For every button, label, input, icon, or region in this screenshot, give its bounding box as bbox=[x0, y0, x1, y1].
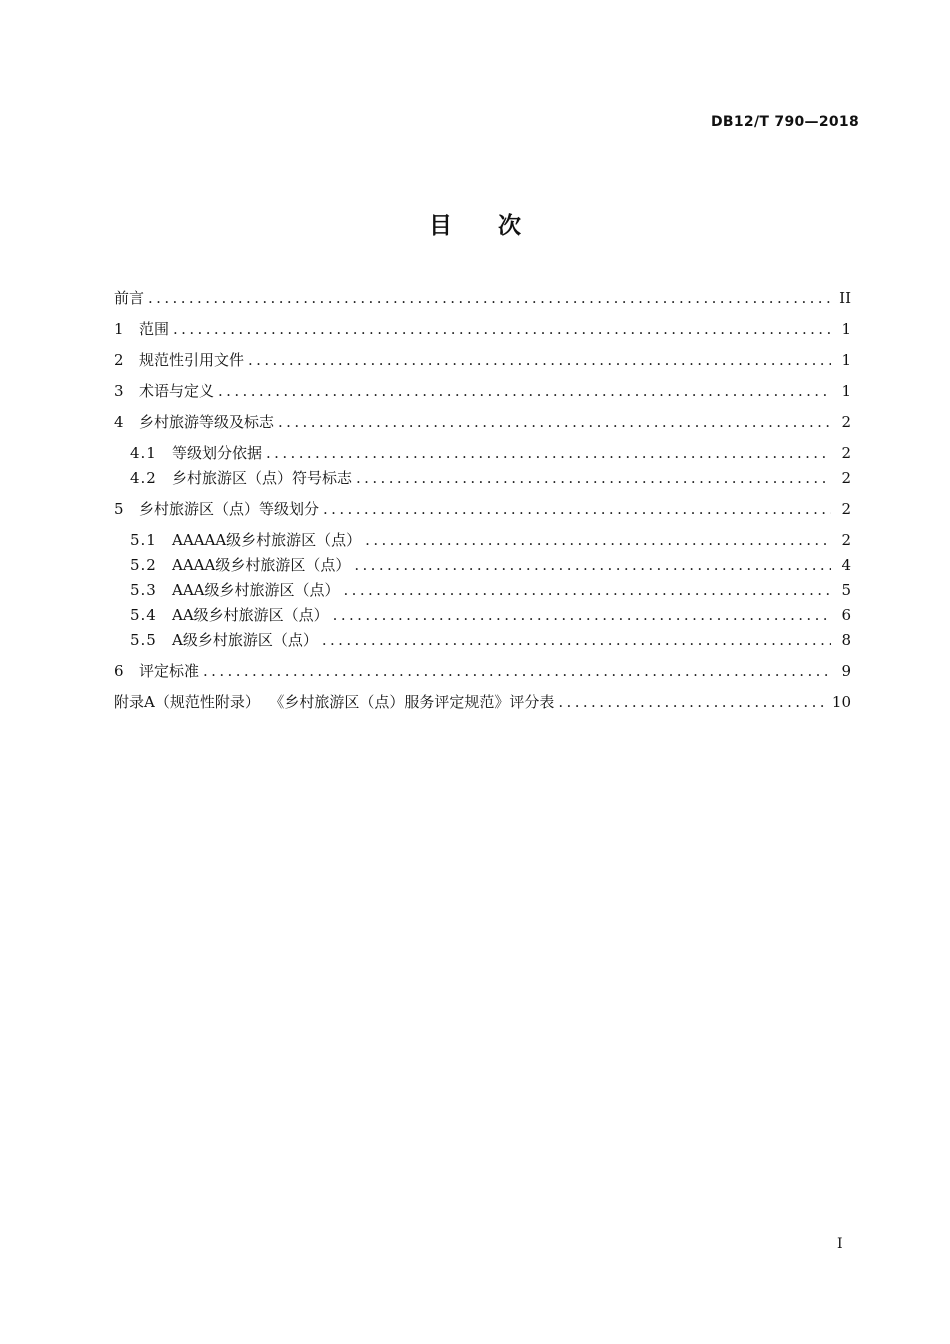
toc-entry-label: AA级乡村旅游区（点） bbox=[172, 606, 329, 624]
toc-entry-page: 10 bbox=[831, 693, 851, 711]
toc-leader-dots bbox=[218, 380, 831, 402]
toc-entry-page: 2 bbox=[841, 500, 851, 518]
toc-entry-number: 2 bbox=[114, 351, 124, 369]
toc-entry-page: 2 bbox=[841, 531, 851, 549]
toc-entry-page: 2 bbox=[841, 413, 851, 431]
toc-entry-number: 1 bbox=[114, 320, 124, 338]
toc-entry-5-5[interactable] bbox=[130, 629, 851, 651]
toc-leader-dots bbox=[248, 349, 831, 371]
toc-entry-5[interactable] bbox=[114, 498, 851, 520]
toc-leader-dots bbox=[148, 287, 831, 309]
toc-entry-label: 等级划分依据 bbox=[172, 444, 263, 462]
toc-entry-5-2[interactable] bbox=[130, 554, 851, 576]
page-title: 目次 bbox=[429, 213, 567, 239]
toc-entry-label: 乡村旅游区（点）符号标志 bbox=[172, 469, 353, 487]
toc-entry-4[interactable] bbox=[114, 411, 851, 433]
toc-entry-number: 5 bbox=[114, 500, 124, 518]
toc-entry-label: 附录A（规范性附录） 《乡村旅游区（点）服务评定规范》评分表 bbox=[114, 693, 555, 711]
toc-leader-dots bbox=[203, 660, 831, 682]
toc-entry-5-3[interactable] bbox=[130, 579, 851, 601]
toc-entry-label: 规范性引用文件 bbox=[139, 351, 245, 369]
toc-entry-page: II bbox=[839, 289, 851, 307]
toc-leader-dots bbox=[323, 498, 831, 520]
toc-entry-number: 6 bbox=[114, 662, 124, 680]
toc-entry-page: 1 bbox=[841, 320, 851, 338]
toc-entry-4-1[interactable] bbox=[130, 442, 851, 464]
toc-entry-label: 前言 bbox=[114, 289, 145, 307]
toc-entry-5-1[interactable] bbox=[130, 529, 851, 551]
toc-leader-dots bbox=[558, 691, 826, 713]
toc-entry-number: 5.2 bbox=[130, 556, 157, 574]
toc-entry-3[interactable] bbox=[114, 380, 851, 402]
toc-entry-number: 5.5 bbox=[130, 631, 157, 649]
toc-entry-page: 9 bbox=[841, 662, 851, 680]
toc-entry-page: 4 bbox=[841, 556, 851, 574]
toc-entry-5-4[interactable] bbox=[130, 604, 851, 626]
toc-leader-dots bbox=[344, 579, 832, 601]
toc-leader-dots bbox=[322, 629, 831, 651]
toc-entry-label: 乡村旅游区（点）等级划分 bbox=[139, 500, 320, 518]
toc-leader-dots bbox=[356, 467, 831, 489]
toc-entry-2[interactable] bbox=[114, 349, 851, 371]
toc-leader-dots bbox=[354, 554, 831, 576]
toc-leader-dots bbox=[266, 442, 831, 464]
toc-entry-page: 1 bbox=[841, 351, 851, 369]
toc-entry-page: 2 bbox=[841, 469, 851, 487]
page-number: I bbox=[837, 1236, 843, 1252]
toc-entry-label: 范围 bbox=[139, 320, 170, 338]
toc-entry-number: 5.4 bbox=[130, 606, 157, 624]
toc-entry-page: 2 bbox=[841, 444, 851, 462]
toc-entry-label: AAAAA级乡村旅游区（点） bbox=[172, 531, 362, 549]
toc-entry-label: A级乡村旅游区（点） bbox=[172, 631, 318, 649]
toc-leader-dots bbox=[278, 411, 831, 433]
toc-entry-label: AAA级乡村旅游区（点） bbox=[172, 581, 340, 599]
toc-entry-label: 乡村旅游等级及标志 bbox=[139, 413, 275, 431]
toc-entry-label: 术语与定义 bbox=[139, 382, 215, 400]
toc-entry-preface[interactable] bbox=[114, 287, 851, 309]
toc-entry-number: 4.2 bbox=[130, 469, 157, 487]
toc-entry-number: 3 bbox=[114, 382, 124, 400]
toc-entry-page: 8 bbox=[841, 631, 851, 649]
toc-entry-6[interactable] bbox=[114, 660, 851, 682]
toc-leader-dots bbox=[365, 529, 831, 551]
toc-entry-number: 4.1 bbox=[130, 444, 157, 462]
toc-entry-1[interactable] bbox=[114, 318, 851, 340]
toc-entry-4-2[interactable] bbox=[130, 467, 851, 489]
toc-leader-dots bbox=[333, 604, 831, 626]
toc-entry-number: 4 bbox=[114, 413, 124, 431]
toc-entry-page: 6 bbox=[841, 606, 851, 624]
toc-entry-number: 5.3 bbox=[130, 581, 157, 599]
toc-entry-label: 评定标准 bbox=[139, 662, 200, 680]
toc-entry-number: 5.1 bbox=[130, 531, 157, 549]
toc-entry-label: AAAA级乡村旅游区（点） bbox=[172, 556, 351, 574]
document-code: DB12/T 790—2018 bbox=[711, 114, 859, 130]
toc-leader-dots bbox=[173, 318, 831, 340]
toc-entry-page: 5 bbox=[841, 581, 851, 599]
toc-entry-page: 1 bbox=[841, 382, 851, 400]
toc-entry-appendix-a[interactable] bbox=[114, 691, 851, 713]
